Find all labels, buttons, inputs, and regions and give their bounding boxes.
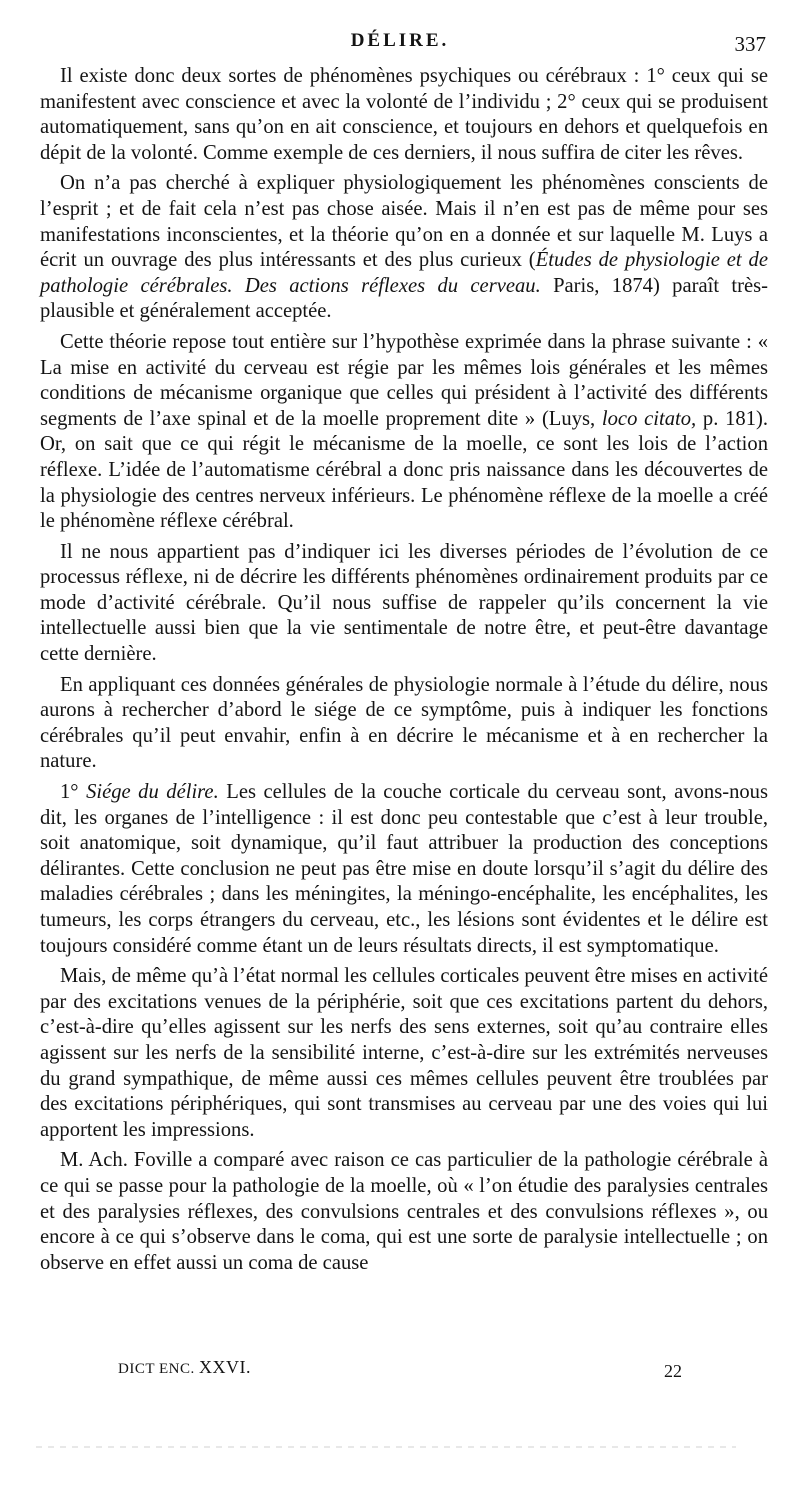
- text-run: On n’a pas cherché à expliquer physiologiquement les phénomènes conscients de l’esprit ; et de fait cela n’est pas chose aisée. Mais il n’en est pas de même pour ses manifestations inconscientes, et la théorie qu’on en a donnée et sur laquelle M. Luys a écrit un ouvrage des plus intéressants et des plus curieux (: [40, 172, 768, 272]
- page-header: [0, 28, 800, 58]
- paragraph: [40, 673, 768, 775]
- signature-mark: [118, 1357, 251, 1378]
- text-run: Il ne nous appartient pas d’indiquer ici les diverses périodes de l’évolution de ce processus réflexe, ni de décrire les différents phénomènes ordinairement produits par ce mode d’activité cérébrale. Qu’il nous suffise de rappeler qu’ils concernent la vie intellectuelle aussi bien que la vie sentimentale de notre être, et peut-être davantage cette dernière.: [40, 540, 768, 666]
- paragraph: [40, 1148, 768, 1276]
- signature-label: DICT ENC.: [118, 1361, 195, 1377]
- text-run: Il existe donc deux sortes de phénomènes psychiques ou cérébraux : 1° ceux qui se manifestent avec conscience et avec la volonté de l’individu ; 2° ceux qui se produisent automatiquement, sans qu’on en ait conscience, et toujours en dehors et quelquefois en dépit de la volonté. Comme exemple de ces derniers, il nous suffira de citer les rêves.: [40, 65, 768, 164]
- text-run: Mais, de même qu’à l’état normal les cellules corticales peuvent être mises en activité par des excitations venues de la périphérie, soit que ces excitations partent du dehors, c’est-à-dire qu’elles agissent sur les nerfs des sens externes, soit qu’au contraire elles agissent sur les nerfs de la sensibilité interne, c’est-à-dire sur les extrémités nerveuses du grand sympathique, de même aussi ces mêmes cellules peuvent être troublées par des excitations périphériques, qui sont transmises au cerveau par une des voies qui lui apportent les impressions.: [40, 965, 768, 1141]
- italic-run: Siége du délire.: [86, 781, 219, 804]
- signature-folio: 22: [664, 1361, 682, 1381]
- text-run: En appliquant ces données générales de physiologie normale à l’étude du délire, nous aurons à rechercher d’abord le siége de ce symptôme, puis à indiquer les fonctions cérébrales qu’il peut envahir, enfin à en décrire le mécanisme et à en rechercher la nature.: [40, 673, 768, 773]
- volume-number: XXVI.: [198, 1357, 251, 1377]
- paragraph: [40, 964, 768, 1143]
- italic-run: loco citato,: [601, 407, 697, 430]
- running-title: DÉLIRE.: [350, 30, 450, 51]
- show-through-bleed: [36, 1446, 736, 1448]
- paragraph: [40, 330, 768, 535]
- paragraph: [40, 64, 768, 166]
- text-run: Paris, 1874) paraît très-plausible et généralement acceptée.: [40, 274, 768, 323]
- italic-run: Études de physiologie et de pathologie cérébrales. Des actions réflexes du cerveau.: [40, 249, 768, 297]
- text-run: Les cellules de la couche corticale du cerveau sont, avons-nous dit, les organes de l’intelligence : il est donc peu contestable que c’est à leur trouble, soit anatomique, soit dynamique, qu’il faut attribuer la production des conceptions délirantes. Cette conclusion ne peut pas être mise en doute lorsqu’il s’agit du délire des maladies cérébrales ; dans les méningites, la méningo-encéphalite, les encéphalites, les tumeurs, les corps étrangers du cerveau, etc., les lésions sont évidentes et le délire est toujours considéré comme étant un de leurs résultats directs, il est symptomatique.: [40, 781, 768, 957]
- page-footer: [0, 1357, 800, 1387]
- text-run: p. 181). Or, on sait que ce qui régit le mécanisme de la moelle, ce sont les lois de l’action réflexe. L’idée de l’automatisme cérébral a donc pris naissance dans les découvertes de la physiologie des centres nerveux inférieurs. Le phénomène réflexe de la moelle a créé le phénomène réflexe cérébral.: [40, 407, 769, 533]
- paragraph: [40, 540, 768, 668]
- page-number: 337: [734, 32, 766, 56]
- body-text: [40, 64, 768, 1281]
- paragraph: [40, 171, 768, 325]
- paragraph: [40, 780, 768, 959]
- text-run: Cette théorie repose tout entière sur l’hypothèse exprimée dans la phrase suivante : « La mise en activité du cerveau est régie par les mêmes lois générales et les mêmes conditions de mécanisme organique que celles qui président à l’activité des différents segments de l’axe spinal et de la moelle proprement dite » (Luys,: [40, 330, 768, 430]
- text-run: 1°: [60, 781, 87, 804]
- text-run: M. Ach. Foville a comparé avec raison ce cas particulier de la pathologie cérébrale à ce qui se passe pour la pathologie de la moelle, où « l’on étudie des paralysies centrales et des paralysies réflexes, des convulsions centrales et des convulsions réflexes », ou encore à ce qui s’observe dans le coma, qui est une sorte de paralysie intellectuelle ; on observe en effet aussi un coma de cause: [40, 1149, 768, 1274]
